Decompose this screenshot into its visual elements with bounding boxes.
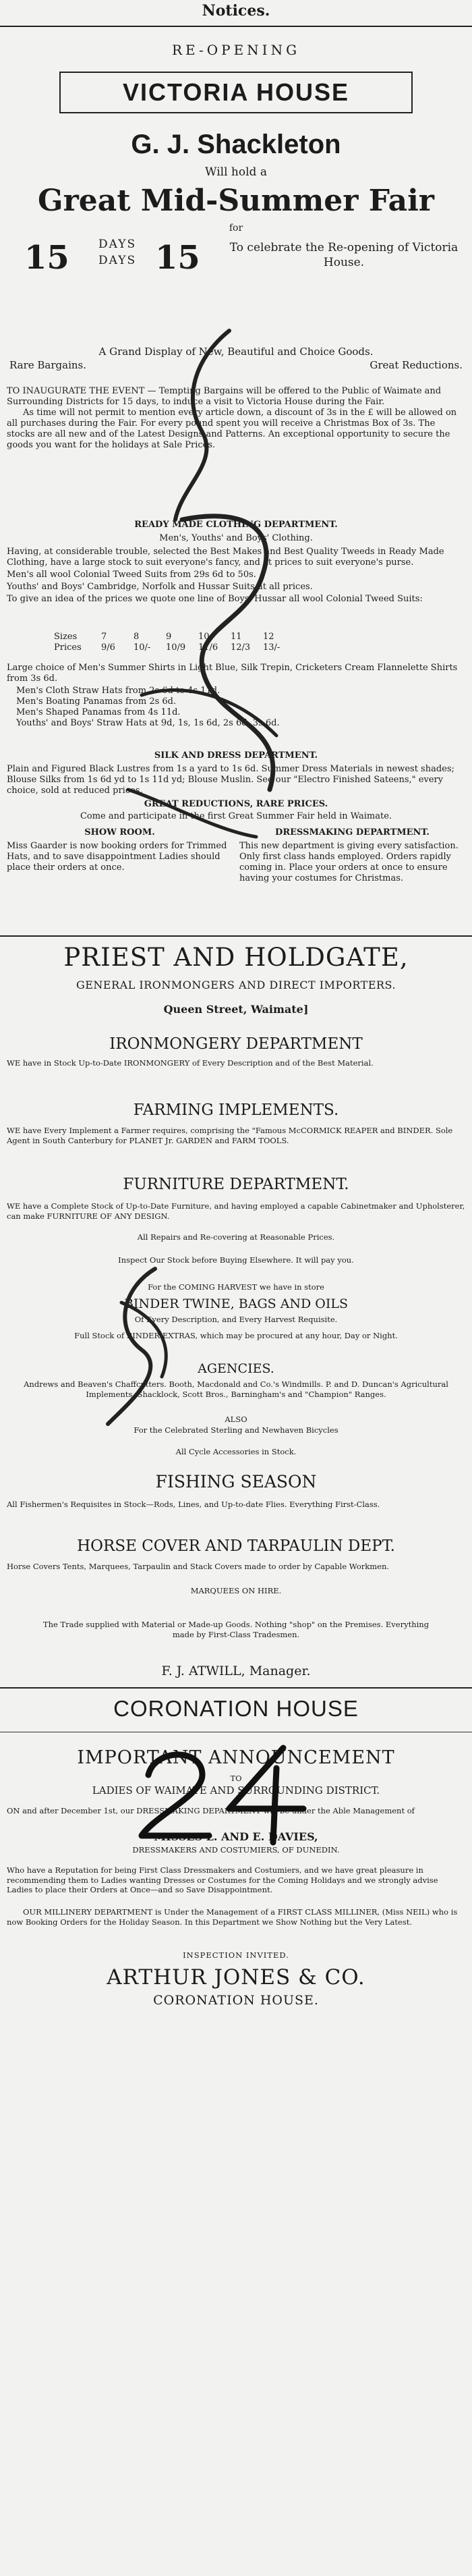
size-cell: 11 — [231, 632, 242, 642]
size-cell: 8 — [134, 632, 140, 642]
harvest-heading: BINDER TWINE, BAGS AND OILS — [123, 1296, 349, 1311]
farming-text: WE have Every Implement a Farmer requires, comprising the "Famous McCORMICK REAPER and BINDER. Sole Agent in South Canterbury for PLANET Jr. GARDEN and FARM TOOLS. — [7, 1126, 453, 1145]
manager-signature: F. J. ATWILL, Manager. — [161, 1664, 311, 1678]
dressmaking-heading: DRESSMAKING DEPARTMENT. — [275, 827, 430, 838]
dressmaking-column — [239, 827, 465, 884]
reopening-label: RE-OPENING — [171, 42, 301, 58]
for-word: for — [229, 223, 243, 234]
millinery-text: OUR MILLINERY DEPARTMENT is Under the Management of a FIRST CLASS MILLINER, (Miss NEIL) who is now Booking Orders for the Holiday Season. In this Department we Show Nothing but the Very Latest. — [7, 1907, 458, 1927]
ready-made-sub: Men's, Youths' and Boys' Clothing. — [159, 533, 313, 543]
silk-heading: SILK AND DRESS DEPARTMENT. — [154, 750, 318, 761]
days-count-right: 15 — [155, 239, 200, 277]
section-rule — [0, 935, 472, 937]
ready-made-text-2: Men's all wool Colonial Tweed Suits from 29s 6d to 50s. — [7, 570, 256, 580]
trade-text: The Trade supplied with Material or Made-up Goods. Nothing "shop" on the Premises. Everything made by First-Class Tradesmen. — [42, 1620, 430, 1639]
prices-label: Prices — [54, 642, 82, 653]
days-count-left: 15 — [24, 239, 69, 277]
fair-title: Great Mid-Summer Fair — [38, 184, 434, 218]
hats-line-3: Men's Shaped Panamas from 4s 11d. — [16, 707, 181, 717]
price-cell: 11/6 — [198, 642, 218, 653]
inspection-invited: INSPECTION INVITED. — [183, 1950, 289, 1960]
hats-line-2: Men's Boating Panamas from 2s 6d. — [16, 696, 177, 707]
hats-line-1: Men's Cloth Straw Hats from 2s 6d to 4s 11d. — [16, 686, 220, 696]
days-word-stack — [98, 236, 136, 269]
notices-heading: Notices. — [202, 2, 270, 20]
price-cell: 10/9 — [166, 642, 186, 653]
furniture-repairs: All Repairs and Re-covering at Reasonable Prices. — [137, 1232, 335, 1242]
announcement-heading: IMPORTANT ANNOUNCEMENT — [77, 1747, 395, 1768]
farming-heading: FARMING IMPLEMENTS. — [133, 1101, 339, 1119]
price-cell: 13/- — [263, 642, 281, 653]
size-cell: 10 — [198, 632, 210, 642]
hats-line-4: Youths' and Boys' Straw Hats at 9d, 1s, 1s 6d, 2s 6d, 3s 6d. — [16, 718, 280, 728]
section-rule-2 — [0, 1687, 472, 1689]
showroom-text: Miss Gaarder is now booking orders for Trimmed Hats, and to save disappointment Ladies should place their orders at once. — [7, 841, 227, 873]
will-hold-text: Will hold a — [205, 165, 267, 179]
bicycles-text: For the Celebrated Sterling and Newhaven Bicycles — [134, 1425, 338, 1435]
showroom-heading: SHOW ROOM. — [84, 827, 155, 838]
sizes-row — [54, 632, 472, 642]
ironmongery-text: WE have in Stock Up-to-Date IRONMONGERY of Every Description and of the Best Material. — [7, 1058, 374, 1068]
horse-cover-text: Horse Covers Tents, Marquees, Tarpaulin and Stack Covers made to order by Capable Workmen. — [7, 1562, 390, 1571]
priest-address: Queen Street, Waimate] — [163, 1003, 309, 1016]
also-label: ALSO — [225, 1415, 247, 1424]
misses-davies: MISSES L. AND E. DAVIES, — [154, 1830, 318, 1843]
price-cell: 9/6 — [101, 642, 115, 653]
size-cell: 7 — [101, 632, 107, 642]
rare-bargains: Rare Bargains. — [9, 359, 87, 371]
agencies-text: Andrews and Beaven's Chaffcutters. Booth, Macdonald and Co.'s Windmills. P. and D. Duncan's Agricultural Implements. Shacklock, Scott Bros., Barningham's and "Champion" Ranges. — [24, 1379, 448, 1399]
dressmaking-text: This new department is giving every satisfaction. Only first class hands employed. Orders rapidly coming in. Place your orders at once to ensure having your costumes for Christmas. — [239, 841, 459, 883]
agencies-heading: AGENCIES. — [198, 1361, 274, 1376]
inaugurate-text: TO INAUGURATE THE EVENT — Tempting Bargains will be offered to the Public of Waimate and Surrounding Districts for 15 days, to induce a visit to Victoria House during the Fair. — [7, 386, 442, 407]
arthur-jones: ARTHUR JONES & CO. — [107, 1965, 365, 1990]
furniture-heading: FURNITURE DEPARTMENT. — [123, 1176, 349, 1193]
inaugurate-block — [0, 386, 472, 451]
showroom-dress-columns — [0, 827, 472, 884]
come-participate: Come and participate in the first Great Summer Fair held in Waimate. — [80, 811, 392, 821]
shirts-text: Large choice of Men's Summer Shirts in Light Blue, Silk Trepin, Cricketers Cream Flannelette Shirts from 3s 6d. — [7, 663, 458, 684]
days-row — [0, 234, 472, 281]
sizes-label: Sizes — [54, 632, 78, 642]
on-after-text: ON and after December 1st, our DRESSMAKING DEPARTMENT will be under the Able Management of — [7, 1806, 415, 1815]
ready-made-text-4: To give an idea of the prices we quote one line of Boys' Hussar all wool Colonial Tweed Suits: — [7, 594, 423, 604]
victoria-house-title: VICTORIA HOUSE — [122, 78, 350, 106]
price-cell: 12/3 — [231, 642, 251, 653]
coronation-house-footer: CORONATION HOUSE. — [153, 1993, 319, 2008]
grand-display: A Grand Display of New, Beautiful and Choice Goods. — [98, 346, 374, 358]
size-cell: 12 — [263, 632, 274, 642]
discount-text: As time will not permit to mention every article down, a discount of 3s in the £ will be allowed on all purchases during the Fair. For every pound spent you will receive a Christmas Box of 3s. The stocks are all new and of the Latest Designs and Patterns. An exceptional opportunity to secure the goods you want for the holidays at Sale Prices. — [7, 408, 457, 450]
fishing-heading: FISHING SEASON — [155, 1472, 317, 1491]
prices-row — [54, 642, 472, 653]
reputation-text: Who have a Reputation for being First Class Dressmakers and Costumiers, and we have great pleasure in recommending them to Ladies wanting Dresses or Costumes for the Coming Holidays and we strongly advise Ladies to place their Orders at Once—and so Save Disappointment. — [7, 1865, 438, 1894]
great-reductions: Great Reductions. — [370, 359, 463, 371]
silk-block — [0, 764, 472, 798]
horse-cover-heading: HORSE COVER AND TARPAULIN DEPT. — [77, 1537, 395, 1555]
ladies-line: LADIES OF WAIMATE AND SURROUNDING DISTRICT. — [92, 1784, 380, 1797]
harvest-intro: For the COMING HARVEST we have in store — [148, 1282, 324, 1292]
silk-text: Plain and Figured Black Lustres from 1s a yard to 1s 6d. Summer Dress Materials in newest shades; Blouse Silks from 1s 6d yd to 1s 11d yd; Blouse Muslin. See our "Electro Finished Sateens," every choice, sold at reduced prices. — [7, 764, 454, 796]
owner-name: G. J. Shackleton — [131, 130, 341, 159]
size-cell: 9 — [166, 632, 172, 642]
days-word-top: DAYS — [98, 238, 137, 251]
ready-made-text-3: Youths' and Boys' Cambridge, Norfolk and Hussar Suits at all prices. — [7, 582, 313, 592]
misses-sub: DRESSMAKERS AND COSTUMIERS, OF DUNEDIN. — [132, 1845, 340, 1855]
days-word-bottom: DAYS — [98, 254, 137, 267]
shirts-hats-block — [0, 663, 472, 729]
price-cell: 10/- — [134, 642, 151, 653]
cycle-accessories: All Cycle Accessories in Stock. — [175, 1447, 297, 1456]
top-rule — [0, 26, 472, 27]
marquees-on-hire: MARQUEES ON HIRE. — [190, 1586, 282, 1595]
priest-subtitle: GENERAL IRONMONGERS AND DIRECT IMPORTERS. — [76, 979, 396, 991]
coronation-title: CORONATION HOUSE — [113, 1696, 359, 1721]
ready-made-heading: READY MADE CLOTHING DEPARTMENT. — [134, 520, 338, 530]
celebrate-text: To celebrate the Re-opening of Victoria House. — [229, 241, 459, 269]
showroom-column — [7, 827, 233, 884]
ready-made-text-1: Having, at considerable trouble, selected the Best Makes and Best Quality Tweeds in Ready Made Clothing, have a large stock to suit everyone's fancy, and at prices to suit everyone's purse. — [7, 547, 444, 568]
ironmongery-heading: IRONMONGERY DEPARTMENT — [109, 1035, 363, 1053]
fishing-text: All Fishermen's Requisites in Stock—Rods, Lines, and Up-to-date Flies. Everything First-Class. — [7, 1500, 380, 1509]
harvest-sub: Of Every Description, and Every Harvest Requisite. — [134, 1315, 338, 1324]
priest-title: PRIEST AND HOLDGATE, — [63, 943, 409, 972]
ready-made-block — [0, 547, 472, 606]
victoria-house-box — [59, 72, 413, 113]
to-word: TO — [230, 1774, 242, 1783]
sizes-table — [0, 632, 472, 653]
great-reductions-rare: GREAT REDUCTIONS, RARE PRICES. — [144, 799, 328, 809]
furniture-text: WE have a Complete Stock of Up-to-Date Furniture, and having employed a capable Cabinetmaker and Upholsterer, can make FURNITURE OF ANY DESIGN. — [7, 1201, 465, 1221]
furniture-inspect: Inspect Our Stock before Buying Elsewhere. It will pay you. — [118, 1255, 354, 1265]
harvest-extras: Full Stock of BINDER EXTRAS, which may be procured at any hour, Day or Night. — [74, 1331, 398, 1340]
